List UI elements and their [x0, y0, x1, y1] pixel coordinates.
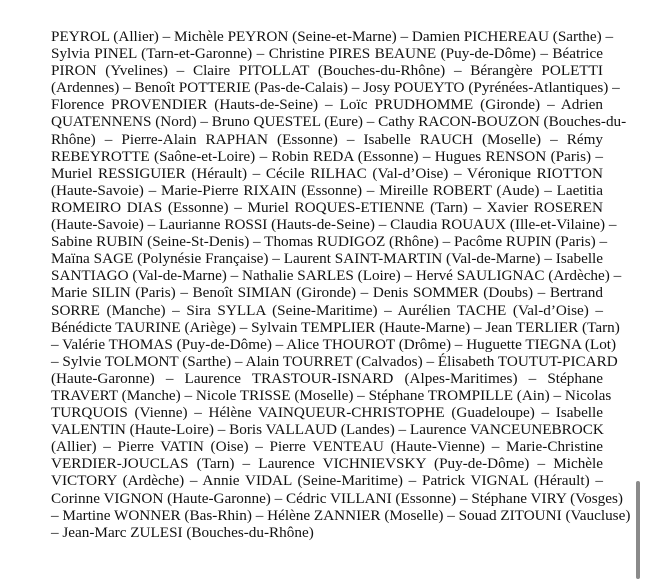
text-line: Florence PROVENDIER (Hauts-de-Seine) – Loïc PRUDHOMME (Gironde) – Adrien — [51, 96, 603, 114]
text-line: – Martine WONNER (Bas-Rhin) – Hélène ZANNIER (Moselle) – Souad ZITOUNI (Vaucluse) — [51, 506, 631, 524]
text-line: Marie SILIN (Paris) – Benoît SIMIAN (Gironde) – Denis SOMMER (Doubs) – Bertrand — [51, 284, 603, 302]
text-line: Muriel RESSIGUIER (Hérault) – Cécile RILHAC (Val-d’Oise) – Véronique RIOTTON — [51, 164, 603, 182]
text-line: SANTIAGO (Val-de-Marne) – Nathalie SARLES (Loire) – Hervé SAULIGNAC (Ardèche) – — [51, 267, 622, 285]
text-line: Maïna SAGE (Polynésie Française) – Laurent SAINT-MARTIN (Val-de-Marne) – Isabelle — [51, 250, 603, 268]
text-line: PIRON (Yvelines) – Claire PITOLLAT (Bouches-du-Rhône) – Bérangère POLETTI — [51, 62, 603, 80]
text-line: ROMEIRO DIAS (Essonne) – Muriel ROQUES-ETIENNE (Tarn) – Xavier ROSEREN — [51, 198, 603, 216]
vertical-scrollbar-thumb[interactable] — [636, 481, 640, 579]
text-line: Sylvia PINEL (Tarn-et-Garonne) – Christine PIRES BEAUNE (Puy-de-Dôme) – Béatrice — [51, 45, 603, 63]
text-line: – Sylvie TOLMONT (Sarthe) – Alain TOURRET (Calvados) – Élisabeth TOUTUT-PICARD — [51, 352, 618, 370]
text-line: (Allier) – Pierre VATIN (Oise) – Pierre VENTEAU (Haute-Vienne) – Marie-Christine — [51, 438, 603, 456]
text-line: Sabine RUBIN (Seine-St-Denis) – Thomas RUDIGOZ (Rhône) – Pacôme RUPIN (Paris) – — [51, 233, 608, 251]
text-line: VERDIER-JOUCLAS (Tarn) – Laurence VICHNIEVSKY (Puy-de-Dôme) – Michèle — [51, 455, 603, 473]
text-line: SORRE (Manche) – Sira SYLLA (Seine-Maritime) – Aurélien TACHE (Val-d’Oise) – — [51, 301, 603, 319]
text-line: PEYROL (Allier) – Michèle PEYRON (Seine-et-Marne) – Damien PICHEREAU (Sarthe) – — [51, 28, 614, 45]
text-line: (Haute-Garonne) – Laurence TRASTOUR-ISNARD (Alpes-Maritimes) – Stéphane — [51, 369, 603, 387]
text-line: (Haute-Savoie) – Laurianne ROSSI (Hauts-de-Seine) – Claudia ROUAUX (Ille-et-Vilaine) – — [51, 216, 617, 234]
text-line: REBEYROTTE (Saône-et-Loire) – Robin REDA (Essonne) – Hugues RENSON (Paris) – — [51, 147, 603, 165]
text-line: – Valérie THOMAS (Puy-de-Dôme) – Alice THOUROT (Drôme) – Huguette TIEGNA (Lot) — [51, 335, 617, 353]
text-line-last: – Jean-Marc ZULESI (Bouches-du-Rhône) — [51, 523, 314, 541]
text-line: VICTORY (Ardèche) – Annie VIDAL (Seine-Maritime) – Patrick VIGNAL (Hérault) – — [51, 472, 603, 490]
text-line: (Haute-Savoie) – Marie-Pierre RIXAIN (Essonne) – Mireille ROBERT (Aude) – Laetitia — [51, 181, 603, 199]
text-line: Rhône) – Pierre-Alain RAPHAN (Essonne) – Isabelle RAUCH (Moselle) – Rémy — [51, 130, 603, 148]
text-line: VALENTIN (Haute-Loire) – Boris VALLAUD (Landes) – Laurence VANCEUNEBROCK — [51, 421, 604, 439]
text-line: TRAVERT (Manche) – Nicole TRISSE (Moselle) – Stéphane TROMPILLE (Ain) – Nicolas — [51, 386, 612, 404]
text-line: (Ardennes) – Benoît POTTERIE (Pas-de-Calais) – Josy POUEYTO (Pyrénées-Atlantiques) – — [51, 79, 620, 97]
text-line: Corinne VIGNON (Haute-Garonne) – Cédric VILLANI (Essonne) – Stéphane VIRY (Vosges) — [51, 489, 623, 507]
deputies-list-paragraph — [51, 28, 631, 541]
text-line: Bénédicte TAURINE (Ariège) – Sylvain TEMPLIER (Haute-Marne) – Jean TERLIER (Tarn) — [51, 318, 620, 336]
text-line: QUATENNENS (Nord) – Bruno QUESTEL (Eure) – Cathy RACON-BOUZON (Bouches-du- — [51, 113, 627, 131]
text-line: TURQUOIS (Vienne) – Hélène VAINQUEUR-CHRISTOPHE (Guadeloupe) – Isabelle — [51, 404, 603, 422]
